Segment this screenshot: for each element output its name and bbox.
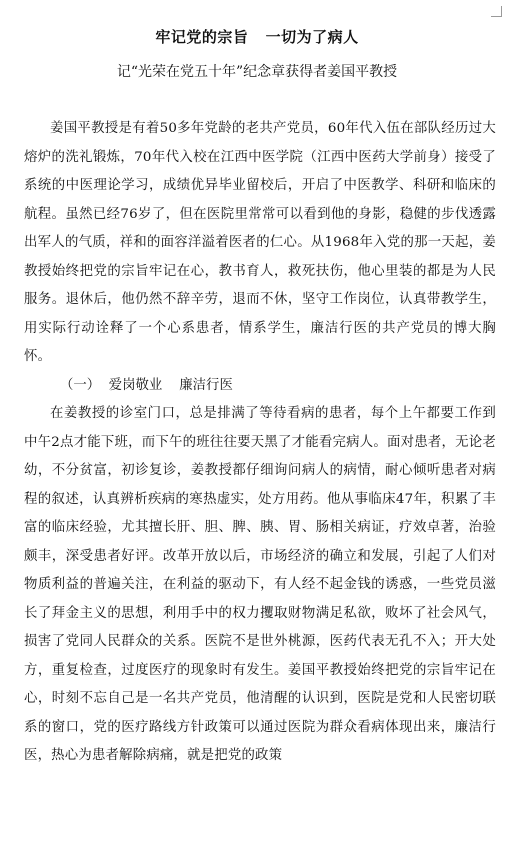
document-body [24, 115, 496, 771]
section-heading: （一） 爱岗敬业 廉洁行医 [60, 377, 233, 393]
body-paragraph: 姜国平教授是有着50多年党龄的老共产党员，60年代入伍在部队经历过大熔炉的洗礼锻炼，70年代入校在江西中医学院（江西中医药大学前身）接受了系统的中医理论学习，成绩优异毕业留校后，开启了中医教学、科研和临床的航程。虽然已经76岁了，但在医院里常常可以看到他的身影，稳健的步伐透露出军人的气质，祥和的面容洋溢着医者的仁心。从1968年入党的那一天起，姜教授始终把党的宗旨牢记在心，教书育人，救死扶伤，他心里装的都是为人民服务。退休后，他仍然不辞辛劳，退而不休，坚守工作岗位，认真带教学生，用实际行动诠释了一个心系患者，情系学生，廉洁行医的共产党员的博大胸怀。 [24, 121, 496, 364]
document-subtitle: 记“光荣在党五十年”纪念章获得者姜国平教授 [116, 64, 398, 80]
page-corner-marker [491, 6, 502, 17]
document-title: 牢记党的宗旨 一切为了病人 [155, 28, 359, 46]
section-paragraph: 在姜教授的诊室门口，总是排满了等待看病的患者，每个上午都要工作到中午2点才能下班，而下午的班往往要天黑了才能看完病人。面对患者，无论老幼，不分贫富，初诊复诊，姜教授都仔细询问病人的病情，耐心倾听患者对病程的叙述，认真辨析疾病的寒热虚实，处方用药。他从事临床47年，积累了丰富的临床经验，尤其擅长肝、胆、脾、胰、胃、肠相关病证，疗效卓著，治验颇丰，深受患者好评。改革开放以后，市场经济的确立和发展，引起了人们对物质利益的普遍关注，在利益的驱动下，有人经不起金钱的诱惑，一些党员滋长了拜金主义的思想，利用手中的权力攫取财物满足私欲，败坏了社会风气，损害了党同人民群众的关系。医院不是世外桃源，医药代表无孔不入；开大处方，重复检查，过度医疗的现象时有发生。姜国平教授始终把党的宗旨牢记在心，时刻不忘自己是一名共产党员，他清醒的认识到，医院是党和人民密切联系的窗口，党的医疗路线方针政策可以通过医院为群众看病体现出来，廉洁行医，热心为患者解除病痛，就是把党的政策 [24, 406, 496, 763]
